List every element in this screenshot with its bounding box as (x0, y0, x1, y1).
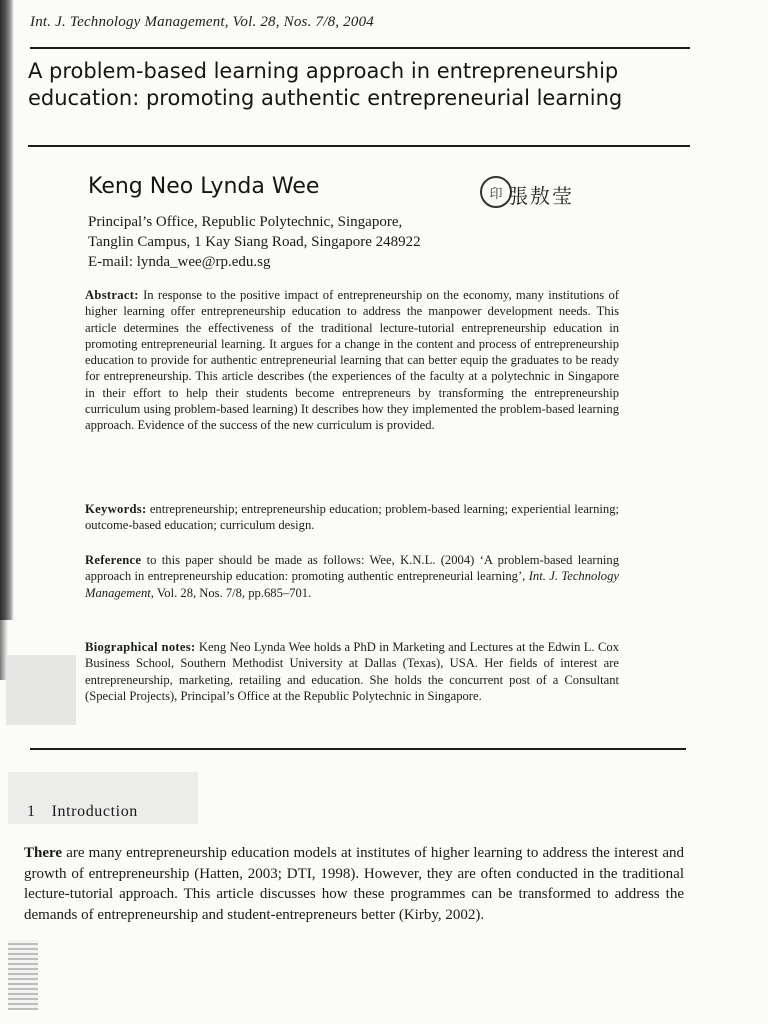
biographical-notes (85, 639, 619, 704)
section-heading (27, 803, 138, 821)
bio-text: Keng Neo Lynda Wee holds a PhD in Marketing and Lectures at the Edwin L. Cox Business School, Southern Methodist University at Dallas (Texas), USA. Her fields of interest are entrepreneurship, marketing, retailing and education. She holds the concurrent post of a Consultant (Special Projects), Principal’s Office at the Republic Polytechnic in Singapore. (85, 640, 619, 703)
scan-shadow-edge (0, 0, 14, 620)
abstract (85, 287, 619, 434)
affiliation-line: Principal’s Office, Republic Polytechnic, Singapore, (88, 214, 403, 230)
title-rule (28, 145, 690, 147)
bio-label: Biographical notes: (85, 640, 196, 654)
keywords-text: entrepreneurship; entrepreneurship education; problem-based learning; experiential learning; outcome-based education; curriculum design. (85, 502, 619, 533)
reference-text: to this paper should be made as follows: Wee, K.N.L. (2004) ‘A problem-based learning approach in entrepreneurship education: promoting authentic entrepreneurial learning’, (85, 553, 619, 584)
article-title: A problem-based learning approach in entrepreneurship education: promoting authentic entrepreneurial learning (28, 59, 623, 110)
reference-label: Reference (85, 553, 142, 567)
paragraph-text: are many entrepreneurship education models at institutes of higher learning to address the interest and growth of entrepreneurship (Hatten, 2003; DTI, 1998). However, they are often conducted in the traditional lecture-tutorial approach. This article discusses how these programmes can be transformed to address the demands of entrepreneurship and student-entrepreneurs better (Kirby, 2002). (24, 845, 685, 923)
section-rule (30, 748, 686, 750)
reference-journal: Int. J. Technology Management, (85, 569, 619, 600)
seal-stamp-icon: 印 (480, 176, 512, 208)
citation-reference (85, 552, 619, 601)
top-rule (30, 47, 690, 49)
lead-word: There (24, 845, 63, 861)
scan-smudge (6, 655, 76, 725)
introduction-paragraph (24, 843, 684, 925)
abstract-text: In response to the positive impact of entrepreneurship on the economy, many institutions of higher learning offer entrepreneurship education to address the manpower development needs. This article determines the effectiveness of the traditional lecture-tutorial entrepreneurship education in promoting entrepreneurial learning. It argues for a change in the content and process of entrepreneurship education to provide for authentic entrepreneurial learning that can better equip the graduates to be ready for entrepreneurship. This article describes (the experiences of the faculty at a polytechnic in Singapore in their effort to help their students become entrepreneurs by transforming the entrepreneurship curriculum using problem-based learning) It describes how they implemented the problem-based learning approach. Evidence of the success of the new curriculum is provided. (85, 288, 619, 433)
section-title: Introduction (51, 803, 138, 820)
affiliation-line: Tanglin Campus, 1 Kay Siang Road, Singapore 248922 (88, 234, 421, 250)
scan-noise (8, 940, 38, 1010)
abstract-label: Abstract: (85, 288, 139, 302)
author-email: E-mail: lynda_wee@rp.edu.sg (88, 254, 271, 270)
reference-volume: Vol. 28, Nos. 7/8, pp.685–701. (156, 585, 312, 600)
keywords (85, 501, 619, 534)
author-affiliation (88, 212, 421, 272)
section-number: 1 (27, 803, 36, 820)
author-name: Keng Neo Lynda Wee (88, 174, 320, 199)
keywords-label: Keywords: (85, 502, 147, 516)
chinese-signature: 張敖莹 (508, 186, 574, 208)
journal-header: Int. J. Technology Management, Vol. 28, Nos. 7/8, 2004 (30, 14, 374, 30)
